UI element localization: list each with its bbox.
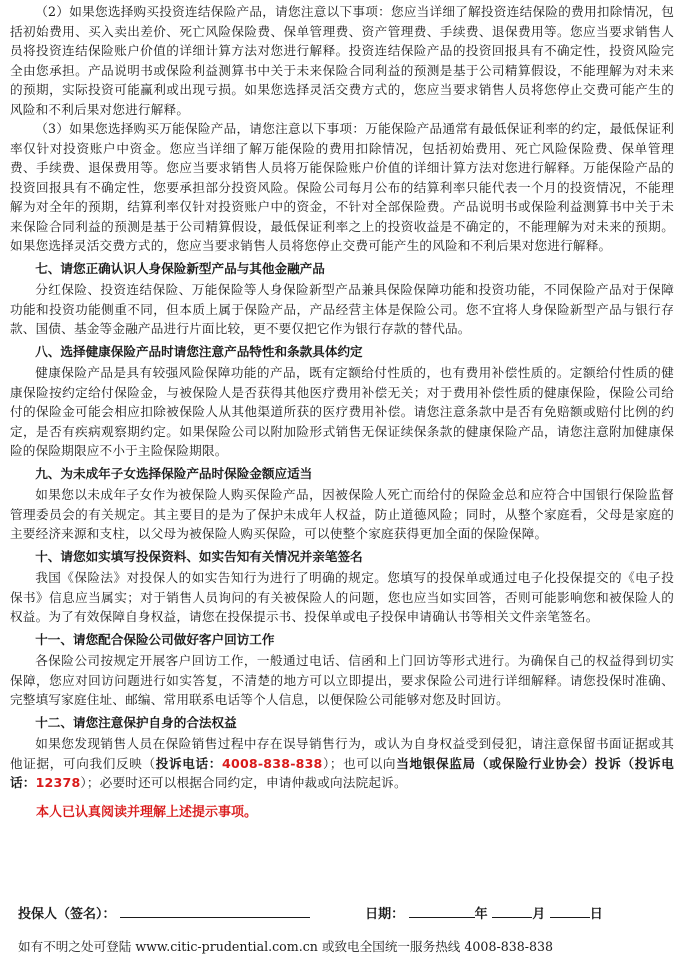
date-month-label: 月 xyxy=(532,907,546,922)
paragraph-investment-linked: （2）如果您选择购买投资连结保险产品，请您注意以下事项：您应当详细了解投资连结保险的费用扣除情况，包括初始费用、买入卖出差价、死亡风险保险费、保单管理费、资产管理费、手续费、退保费用等。您应当要求销售人员将投资连结保险账户价值的详细计算方法对您进行解释。投资连结保险产品的投资回报具有不确定性，投资风险完全由您承担。产品说明书或保险利益测算书中关于未来保险合同利益的预测是基于公司精算假设，不能理解为对未来的预期，实际投资可能赢利或出现亏损。如果您选择灵活交费方式的，您应当要求销售人员将您停止交费可能产生的风险和不利后果对您进行解释。 xyxy=(10,4,674,117)
applicant-signature-field[interactable] xyxy=(120,903,310,918)
paragraph-section-8: 健康保险产品是具有较强风险保障功能的产品，既有定额给付性质的，也有费用补偿性质的。定额给付性质的健康保险按约定给付保险金，与被保险人是否获得其他医疗费用补偿无关；对于费用补偿性质的健康保险，保险公司给付的保险金可能会相应扣除被保险人从其他渠道所获的医疗费用补偿。请您注意条款中是否有免赔额或赔付比例的约定，是否有疾病观察期约定。如果保险公司以附加险形式销售无保证续保条款的健康保险产品，请您注意附加健康保险的保险期限应不小于主险保险期限。 xyxy=(10,365,674,458)
notice-document xyxy=(10,2,674,820)
paragraph-section-12 xyxy=(10,734,674,793)
paragraph-universal-life: （3）如果您选择购买万能保险产品，请您注意以下事项：万能保险产品通常有最低保证利率的约定，最低保证利率仅针对投资账户中资金。您应当详细了解万能保险的费用扣除情况，包括初始费用、死亡风险保险费、保单管理费、手续费、退保费用等。您应当要求销售人员将万能保险账户价值的详细计算方法对您进行解释。万能保险产品的投资回报具有不确定性，您要承担部分投资风险。保险公司每月公布的结算利率只能代表一个月的投资情况，不能理解为对全年的预期，结算利率仅针对投资账户中的资金，不针对全部保险费。产品说明书或保险利益测算书中关于未来保险合同利益的预测是基于公司精算假设，最低保证利率之上的投资收益是不确定的，不能理解为对未来的预期。如果您选择灵活交费方式的，您应当要求销售人员将您停止交费可能产生的风险和不利后果对您进行解释。 xyxy=(10,121,674,253)
section-heading-10: 十、请您如实填写投保资料、如实告知有关情况并亲笔签名 xyxy=(35,548,363,564)
paragraph-section-9: 如果您以未成年子女作为被保险人购买保险产品，因被保险人死亡而给付的保险金总和应符合中国银行保险监督管理委员会的有关规定。其主要目的是为了保护未成年人权益，防止道德风险；同时，从整个家庭看，父母是家庭的主要经济来源和支柱，以父母为被保险人购买保险，可以使整个家庭获得更加全面的保险保障。 xyxy=(10,487,674,541)
date-label: 日期： xyxy=(365,907,405,922)
paragraph-section-11: 各保险公司按规定开展客户回访工作，一般通过电话、信函和上门回访等形式进行。为确保自己的权益得到切实保障，您应对回访问题进行如实答复，不清楚的地方可以立即提出，要求保险公司进行详细解释。请您投保时准确、完整填写家庭住址、邮编、常用联系电话等个人信息，以便保险公司能够对您及时回访。 xyxy=(10,653,674,707)
date-day-label: 日 xyxy=(589,907,603,922)
date-year-field[interactable] xyxy=(409,903,475,918)
text-segment: 如果您发现销售人员在保险销售过程中存在误导销售行为，或认为自身权益受到侵犯，请注意保留书面证据或其他证据，可向我们反映（ xyxy=(10,736,674,771)
acknowledgement-statement: 本人已认真阅读并理解上述提示事项。 xyxy=(36,804,258,820)
complaint-phone-label: 投诉电话： xyxy=(155,755,223,771)
date-month-field[interactable] xyxy=(492,903,532,918)
section-heading-9: 九、为未成年子女选择保险产品时保险金额应适当 xyxy=(35,465,313,481)
date-day-field[interactable] xyxy=(550,903,590,918)
section-heading-11: 十一、请您配合保险公司做好客户回访工作 xyxy=(35,631,275,647)
regulator-phone-number: 12378 xyxy=(35,775,81,790)
signature-row xyxy=(18,903,668,922)
regulator-complaint-label: 当地银保监局（或保险行业协会）投诉（投诉电话： xyxy=(10,755,675,790)
section-heading-12: 十二、请您注意保护自身的合法权益 xyxy=(35,714,237,730)
applicant-signature-label: 投保人（签名）： xyxy=(18,907,116,922)
date-year-label: 年 xyxy=(474,907,488,922)
paragraph-section-10: 我国《保险法》对投保人的如实告知行为进行了明确的规定。您填写的投保单或通过电子化投保提交的《电子投保书》信息应当属实；对于销售人员询问的有关被保险人的问题，您也应当如实回答，否则可能影响您和被保险人的权益。为了有效保障自身权益，请您在投保提示书、投保单或电子投保申请确认书等相关文件亲笔签名。 xyxy=(10,570,674,624)
paragraph-section-7: 分红保险、投资连结保险、万能保险等人身保险新型产品兼具保险保障功能和投资功能，不同保险产品对于保障功能和投资功能侧重不同，但本质上属于保险产品，产品经营主体是保险公司。您不宜将人身保险新型产品与银行存款、国债、基金等金融产品进行片面比较，更不要仅把它作为银行存款的替代品。 xyxy=(10,282,674,336)
text-segment: ）；也可以向 xyxy=(322,755,397,771)
footer-contact-line: 如有不明之处可登陆 www.citic-prudential.com.cn 或致电全国统一服务热线 4008-838-838 xyxy=(18,939,554,954)
section-heading-8: 八、选择健康保险产品时请您注意产品特性和条款具体约定 xyxy=(35,343,363,359)
complaint-phone-number: 4008-838-838 xyxy=(222,755,323,771)
text-segment: ）；必要时还可以根据合同约定，申请仲裁或向法院起诉。 xyxy=(80,775,407,790)
section-heading-7: 七、请您正确认识人身保险新型产品与其他金融产品 xyxy=(35,260,325,276)
